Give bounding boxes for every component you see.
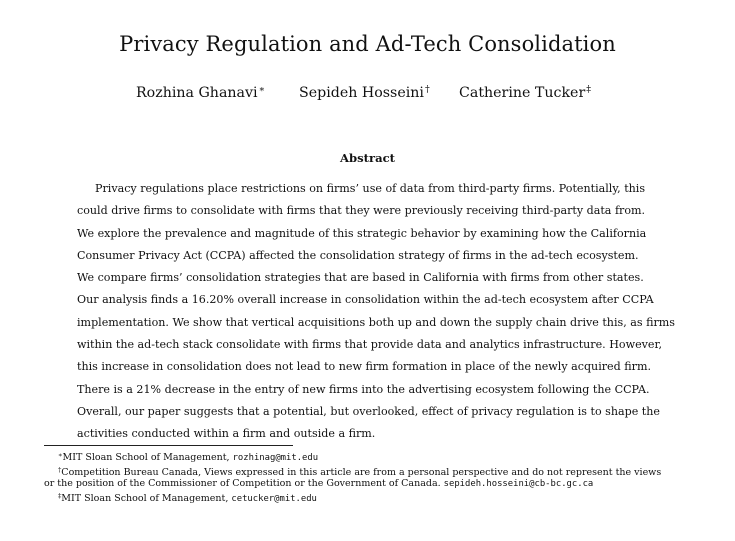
abstract-line: could drive firms to consolidate with firms that they were previously receiving third-party data from. bbox=[77, 204, 646, 218]
author-3 bbox=[459, 84, 591, 101]
footnote-text: Competition Bureau Canada, Views expressed in this article are from a personal perspective and do not represent the views bbox=[61, 466, 662, 478]
footnote-text: MIT Sloan School of Management, bbox=[61, 492, 232, 504]
author-name: Catherine Tucker bbox=[459, 85, 586, 101]
footnote-email[interactable]: cetucker@mit.edu bbox=[231, 493, 317, 504]
abstract-line: Overall, our paper suggests that a potential, but overlooked, effect of privacy regulation is to shape the bbox=[77, 404, 660, 418]
footnote-mark: † bbox=[58, 465, 62, 474]
abstract-line: Privacy regulations place restrictions on firms’ use of data from third-party firms. Potentially, this bbox=[95, 182, 646, 195]
author-list bbox=[0, 84, 735, 108]
paper-title: Privacy Regulation and Ad-Tech Consolidation bbox=[119, 32, 616, 56]
abstract-body bbox=[77, 178, 675, 446]
footnote-email[interactable]: sepideh.hosseini@cb-bc.gc.ca bbox=[443, 479, 594, 490]
author-name: Rozhina Ghanavi bbox=[136, 85, 258, 101]
footnote-mark: ∗ bbox=[58, 451, 63, 459]
footnote-email[interactable]: rozhinag@mit.edu bbox=[232, 453, 319, 463]
abstract-line: We explore the prevalence and magnitude of this strategic behavior by examining how the California bbox=[77, 226, 647, 240]
footnotes bbox=[44, 450, 684, 505]
footnote-1 bbox=[44, 450, 684, 465]
abstract-line: There is a 21% decrease in the entry of new firms into the advertising ecosystem following the CCPA. bbox=[77, 382, 650, 396]
abstract-line: within the ad-tech stack consolidate with firms that provide data and analytics infrastructure. However, bbox=[77, 338, 663, 352]
abstract-line: Our analysis finds a 16.20% overall increase in consolidation within the ad-tech ecosystem after CCPA bbox=[77, 293, 654, 307]
author-1 bbox=[136, 84, 265, 101]
abstract-line: activities conducted within a firm and outside a firm. bbox=[77, 427, 376, 441]
abstract-heading: Abstract bbox=[339, 151, 396, 165]
footnote-text: MIT Sloan School of Management, bbox=[62, 452, 233, 463]
footnote-2-continued bbox=[44, 478, 684, 491]
author-mark: ‡ bbox=[586, 84, 591, 95]
footnote-2 bbox=[44, 465, 684, 479]
author-2 bbox=[299, 84, 430, 101]
abstract-line: this increase in consolidation does not lead to new firm formation in place of the newly acquired firm. bbox=[77, 360, 651, 374]
abstract-line: Consumer Privacy Act (CCPA) affected the consolidation strategy of firms in the ad-tech ecosystem. bbox=[77, 248, 639, 262]
abstract-line: implementation. We show that vertical acquisitions both up and down the supply chain drive this, as firms bbox=[77, 315, 675, 329]
footnote-mark: ‡ bbox=[58, 491, 62, 500]
footnote-text: or the position of the Commissioner of Competition or the Government of Canada. bbox=[44, 478, 444, 490]
author-mark: † bbox=[424, 84, 430, 95]
abstract-line: We compare firms’ consolidation strategies that are based in California with firms from other states. bbox=[77, 271, 644, 285]
author-mark: ∗ bbox=[258, 84, 266, 95]
footnote-3 bbox=[44, 491, 684, 506]
footnote-rule bbox=[44, 445, 293, 446]
author-name: Sepideh Hosseini bbox=[299, 85, 424, 101]
